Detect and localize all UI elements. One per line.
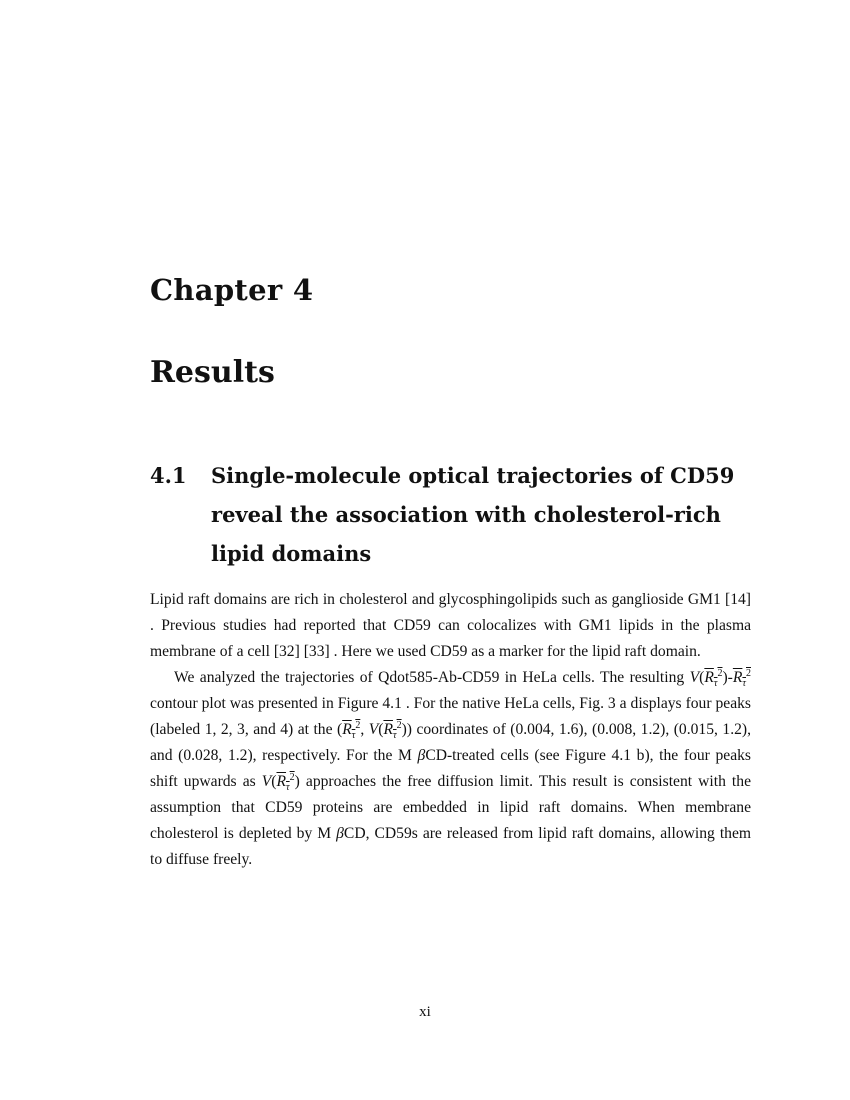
paragraph-2-text-1: We analyzed the trajectories of Qdot585-Ab-CD59 in HeLa cells. The resulting bbox=[174, 669, 685, 686]
paragraph-1: Lipid raft domains are rich in cholesterol and glycosphingolipids such as ganglioside GM1 [14] . Previous studies had reported that CD59 can colocalizes with GM1 lipids in the plasma membrane of a cell [32] [33] . Here we used CD59 as a marker for the lipid raft domain. bbox=[150, 591, 751, 660]
math-v-r-squared: $V(R_\tau^2)-R_\tau^2$ bbox=[689, 667, 751, 690]
chapter-title: Results bbox=[150, 355, 275, 390]
paragraph-2 bbox=[150, 665, 751, 873]
math-v-r: $V(R_\tau^2)$ bbox=[261, 771, 300, 794]
section-title: Single-molecule optical trajectories of CD59 reveal the association with cholesterol-rich lipid domains bbox=[211, 463, 735, 566]
body-text bbox=[150, 587, 751, 873]
math-beta: β bbox=[417, 747, 426, 764]
paragraph-2-text-5: approaches the free diffusion limit. This result is consistent with the assumption that CD59 proteins are embedded in lipid raft domains. When membrane cholesterol is depleted by M bbox=[150, 773, 751, 842]
paragraph-2-text-6: CD, CD59s are released from lipid raft domains, allowing them to diffuse freely. bbox=[150, 825, 752, 868]
chapter-heading: Chapter 4 bbox=[150, 273, 314, 307]
section-number: 4.1 bbox=[150, 463, 187, 488]
page-number: xi bbox=[419, 1004, 431, 1020]
paragraph-2-text-3: coordinates of (0.004, 1.6), (0.008, 1.2), (0.015, 1.2), and (0.028, 1.2), respectively. For the M bbox=[150, 721, 751, 764]
math-beta-2: β bbox=[336, 825, 344, 842]
math-coordinate-pair: ($R_\tau^2$, $V(R_\tau^2)$) bbox=[336, 719, 412, 742]
paragraph-2-text-4: CD-treated cells (see Figure 4.1 b), the four peaks shift upwards as bbox=[150, 747, 751, 790]
paragraph-2-text-2: contour plot was presented in Figure 4.1 . For the native HeLa cells, Fig. 3 a displays four peaks (labeled 1, 2, 3, and 4) at the bbox=[150, 695, 751, 738]
